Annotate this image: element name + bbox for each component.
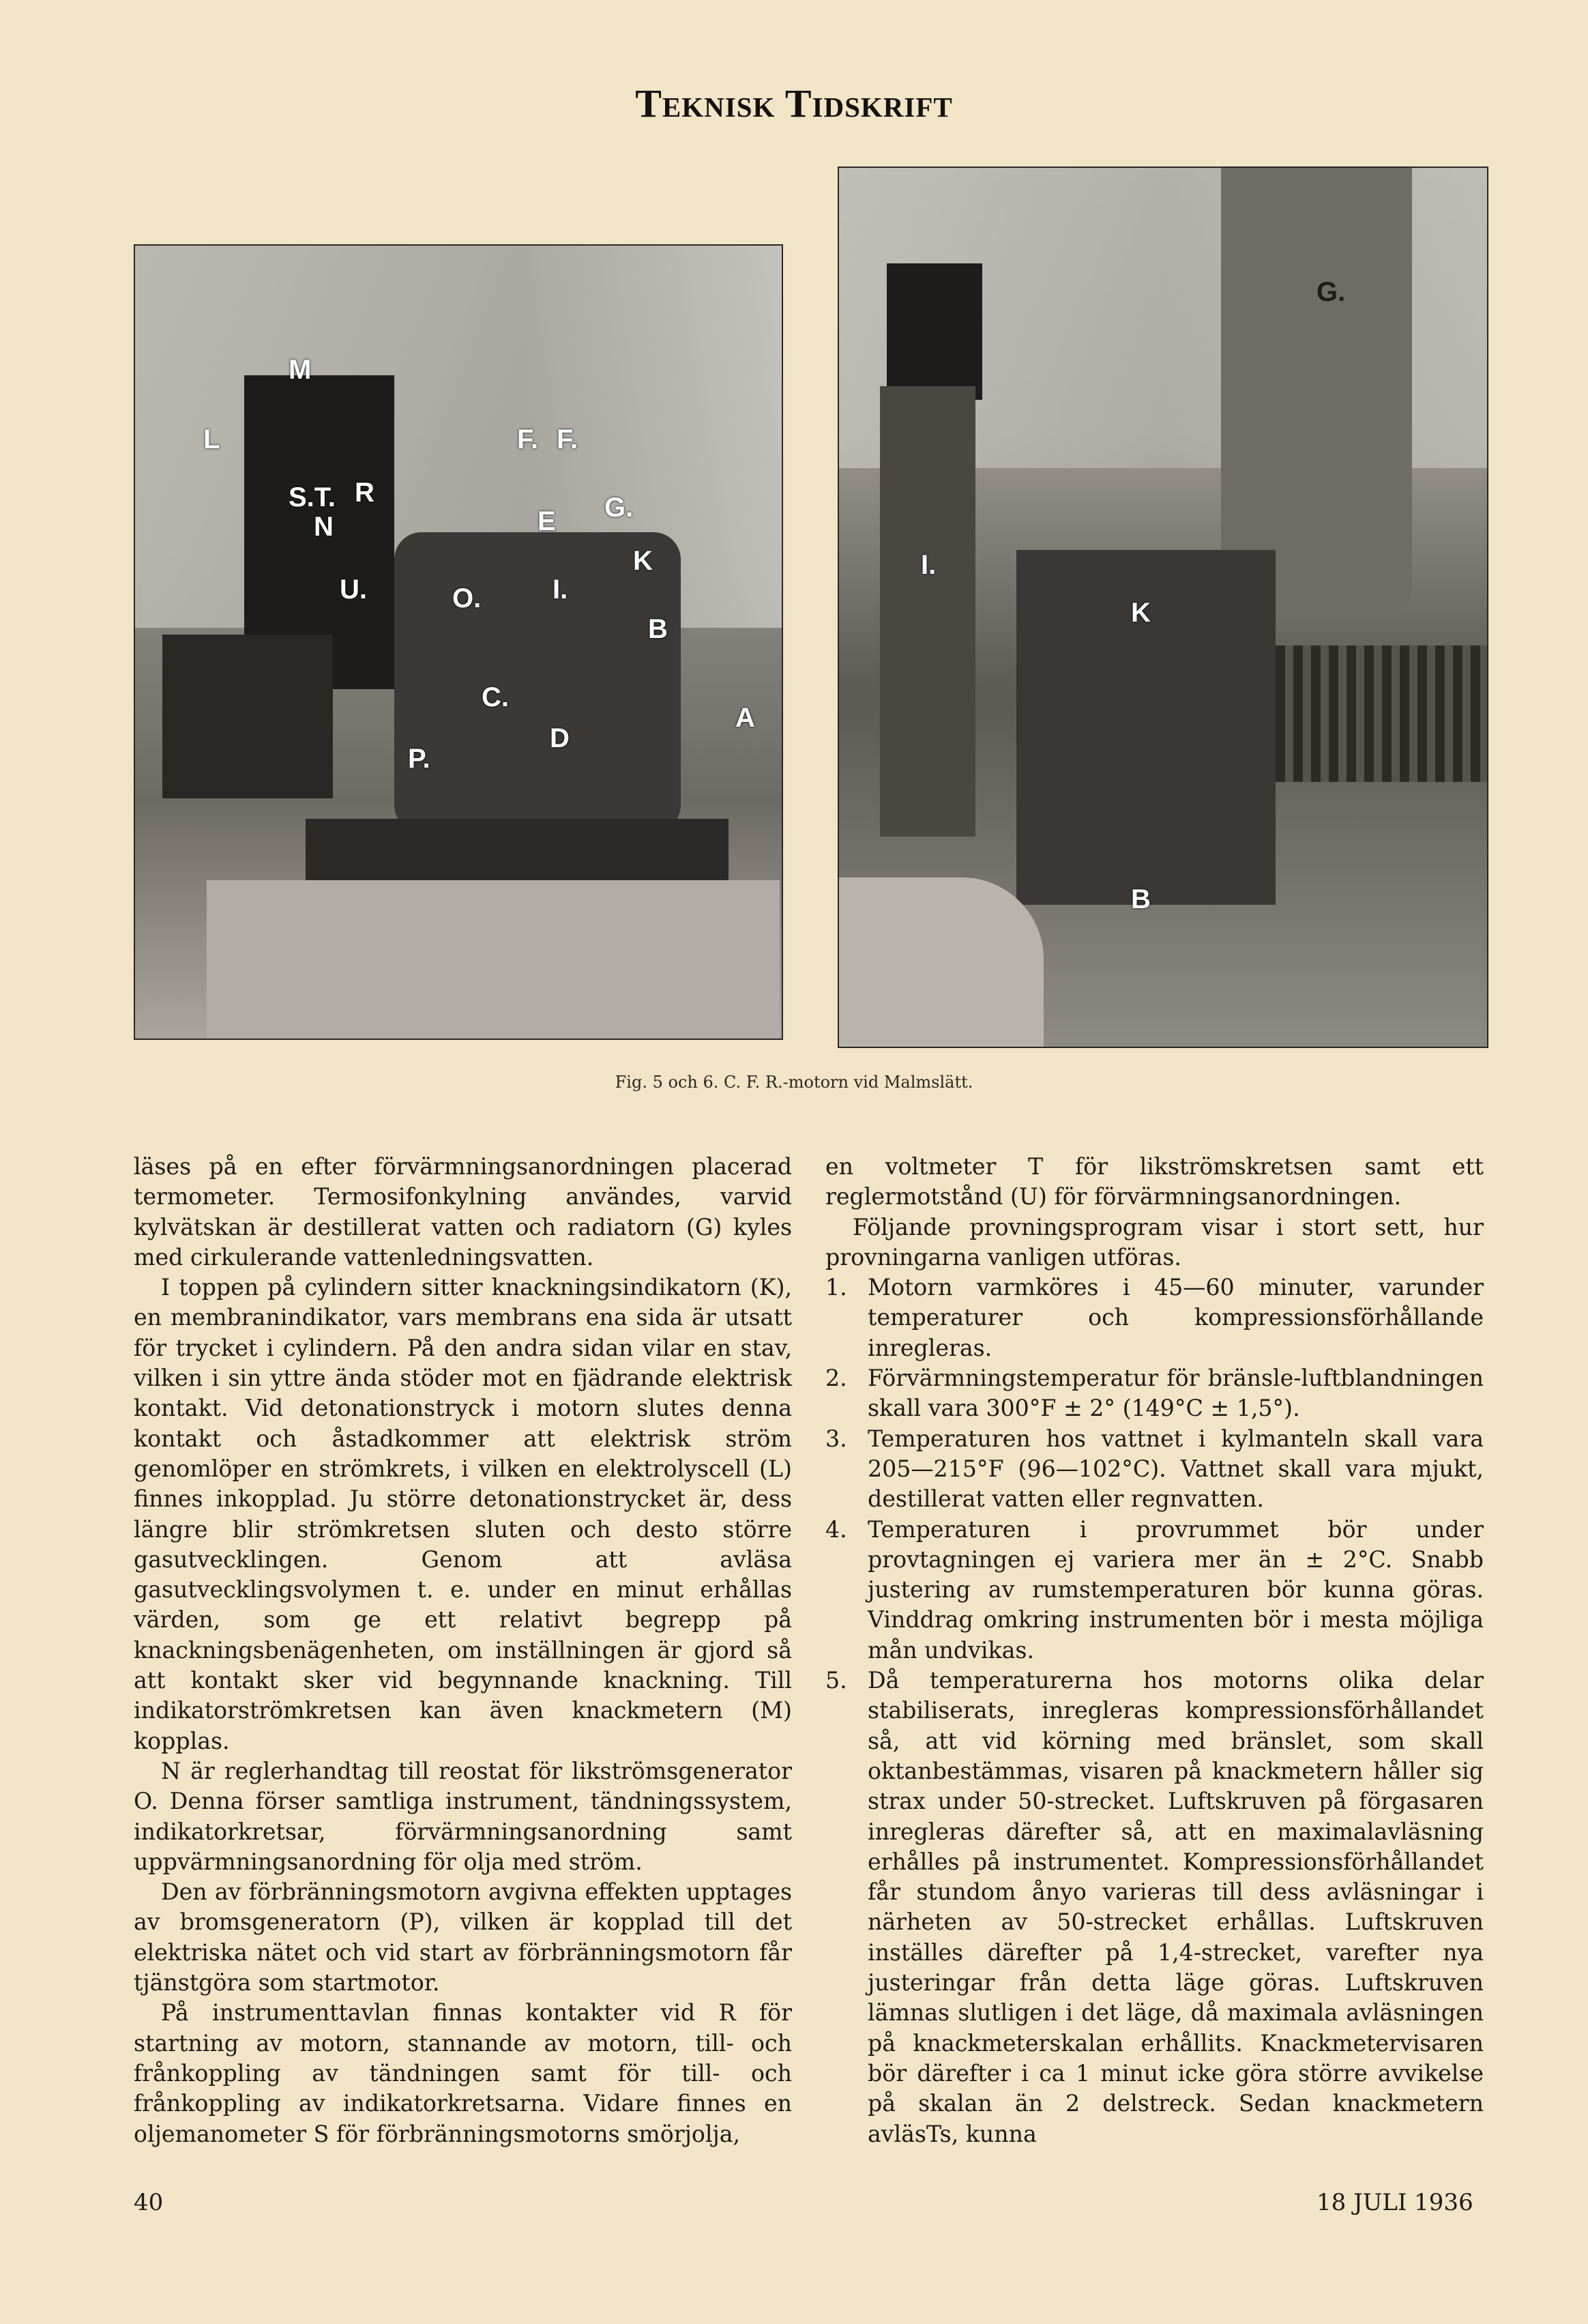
- label-m: M: [289, 355, 312, 385]
- issue-date: 18 JULI 1936: [1317, 2189, 1473, 2216]
- label-e: E: [538, 506, 556, 536]
- right-column: [825, 1152, 1484, 2149]
- engine-body-shape: [394, 532, 681, 832]
- paragraph: I toppen på cylindern sitter knackningsindikatorn (K), en membranindikator, vars membrans ena sida är utsatt för trycket i cylindern. På den andra sidan vilar en stav, vilken i sin yttre ända stöder mot en fjädrande elektrisk kontakt. Vid detonationstryck i motorn slutes denna kontakt och åstadkommer att elektrisk ström genomlöper en strömkrets, i vilken en elektrolyscell (L) finnes inkopplad. Ju större detonationstrycket är, dess längre blir strömkretsen sluten och desto större gasutvecklingen. Genom att avläsa gasutvecklingsvolymen t. e. under en minut erhållas värden, som ge ett relativt begrepp på knackningsbenägenheten, om inställningen är gjord så att kontakt sker vid begynnande knackning. Till indikatorströmkretsen kan även knackmetern (M) kopplas.: [134, 1274, 792, 1754]
- label-b-right: B: [1131, 884, 1151, 914]
- item-number: 5.: [825, 1667, 847, 1694]
- label-g-right: G.: [1317, 277, 1346, 307]
- label-k: K: [633, 546, 653, 576]
- numbered-item: [825, 1363, 1484, 1424]
- item-number: 1.: [825, 1274, 847, 1301]
- radiator-column-shape: [1221, 168, 1412, 611]
- page-number: 40: [134, 2189, 164, 2216]
- label-b: B: [648, 614, 668, 644]
- label-i: I.: [553, 575, 568, 605]
- paragraph: Den av förbränningsmotorn avgivna effekten upptages av bromsgeneratorn (P), vilken är kopplad till det elektriska nätet och vid start av förbränningsmotorn får tjänstgöra som startmotor.: [134, 1878, 792, 1996]
- label-f2: F.: [557, 424, 578, 454]
- item-text: Temperaturen i provrummet bör under provtagningen ej variera mer än ± 2°C. Snabb justering av rumstemperaturen bör kunna göras. Vinddrag omkring instrumenten bör i mesta möjliga mån undvikas.: [868, 1515, 1484, 1664]
- paragraph: N är reglerhandtag till reostat för likströmsgenerator O. Denna förser samtliga instrument, tändningssystem, indikatorkretsar, förvärmningsanordning samt uppvärmningsanordning för olja med ström.: [134, 1757, 792, 1875]
- label-u: U.: [340, 575, 367, 605]
- label-k-right: K: [1131, 598, 1151, 628]
- label-p: P.: [408, 744, 430, 774]
- left-column: [134, 1152, 792, 2149]
- label-d: D: [550, 723, 570, 753]
- item-text: Temperaturen hos vattnet i kylmanteln skall vara 205—215°F (96—102°C). Vattnet skall vara mjukt, destillerat vatten eller regnvatten.: [868, 1425, 1484, 1513]
- paragraph: läses på en efter förvärmningsanordningen placerad termometer. Termosifonkylning användes, varvid kylvätskan är destillerat vatten och radiatorn (G) kyles med cirkulerande vattenledningsvatten.: [134, 1153, 792, 1270]
- label-g: G.: [604, 493, 634, 523]
- item-text: Då temperaturerna hos motorns olika delar stabiliserats, inregleras kompressionsförhållandet så, att vid körning med bränslet, som skall oktanbestämmas, visaren på knackmetern håller sig strax under 50-strecket. Luftskruven på förgasaren inregleras därefter så, att en maximalavläsning erhålles på instrumentet. Kompressionsförhållandet får stundom ånyo varieras till dess avläsningar i närheten av 50-strecket erhållas. Luftskruven inställes därefter på 1,4-strecket, varefter nya justeringar från detta läge göras. Luftskruven lämnas slutligen i det läge, då maximala avläsningen på knackmeterskalan erhållits. Knackmetervisaren bör därefter i ca 1 minut icke göra större avvikelse på skalan än 2 delstreck. Sedan knackmetern avläsTs, kunna: [868, 1667, 1484, 2147]
- item-number: 3.: [825, 1425, 847, 1452]
- label-l: L: [203, 424, 220, 454]
- intake-pipe-shape: [880, 386, 975, 837]
- numbered-item: [825, 1515, 1484, 1666]
- masthead: Teknisk Tidskrift: [635, 81, 953, 126]
- figure-5-photo: [134, 244, 783, 1040]
- drawer-cabinet-shape: [162, 635, 333, 798]
- figure-caption: Fig. 5 och 6. C. F. R.-motorn vid Malmslätt.: [615, 1073, 973, 1092]
- hose-shape: [1276, 645, 1487, 782]
- paragraph: På instrumenttavlan finnas kontakter vid R för startning av motorn, stannande av motorn, till- och frånkoppling av tändningen samt för till- och frånkoppling av indikatorkretsarna. Vidare finnes en oljemanometer S för förbränningsmotorns smörjolja,: [134, 1999, 792, 2147]
- item-number: 2.: [825, 1365, 847, 1392]
- indicator-unit-shape: [887, 263, 982, 400]
- numbered-item: [825, 1666, 1484, 2149]
- numbered-item: [825, 1273, 1484, 1363]
- label-i-right: I.: [921, 550, 937, 580]
- label-o: O.: [452, 583, 482, 613]
- item-number: 4.: [825, 1515, 847, 1543]
- paragraph: Följande provningsprogram visar i stort sett, hur provningarna vanligen utföras.: [825, 1213, 1484, 1270]
- numbered-item: [825, 1424, 1484, 1515]
- item-text: Förvärmningstemperatur för bränsle-luftblandningen skall vara 300°F ± 2° (149°C ± 1,5°).: [868, 1365, 1484, 1422]
- label-a: A: [735, 703, 755, 733]
- label-n: N: [314, 512, 334, 542]
- engine-base-shape: [306, 819, 729, 880]
- item-text: Motorn varmköres i 45—60 minuter, varunder temperaturer och kompressionsförhållande inregleras.: [868, 1274, 1484, 1361]
- label-c: C.: [482, 682, 509, 712]
- pedestal-shape: [207, 880, 780, 1038]
- bowl-shape: [839, 877, 1044, 1047]
- label-r: R: [355, 478, 374, 508]
- figure-6-photo: [838, 166, 1488, 1048]
- label-st: S.T.: [289, 482, 336, 512]
- label-f1: F.: [517, 424, 539, 454]
- paragraph: en voltmeter T för likströmskretsen samt ett reglermotstånd (U) för förvärmningsanordningen.: [825, 1153, 1484, 1210]
